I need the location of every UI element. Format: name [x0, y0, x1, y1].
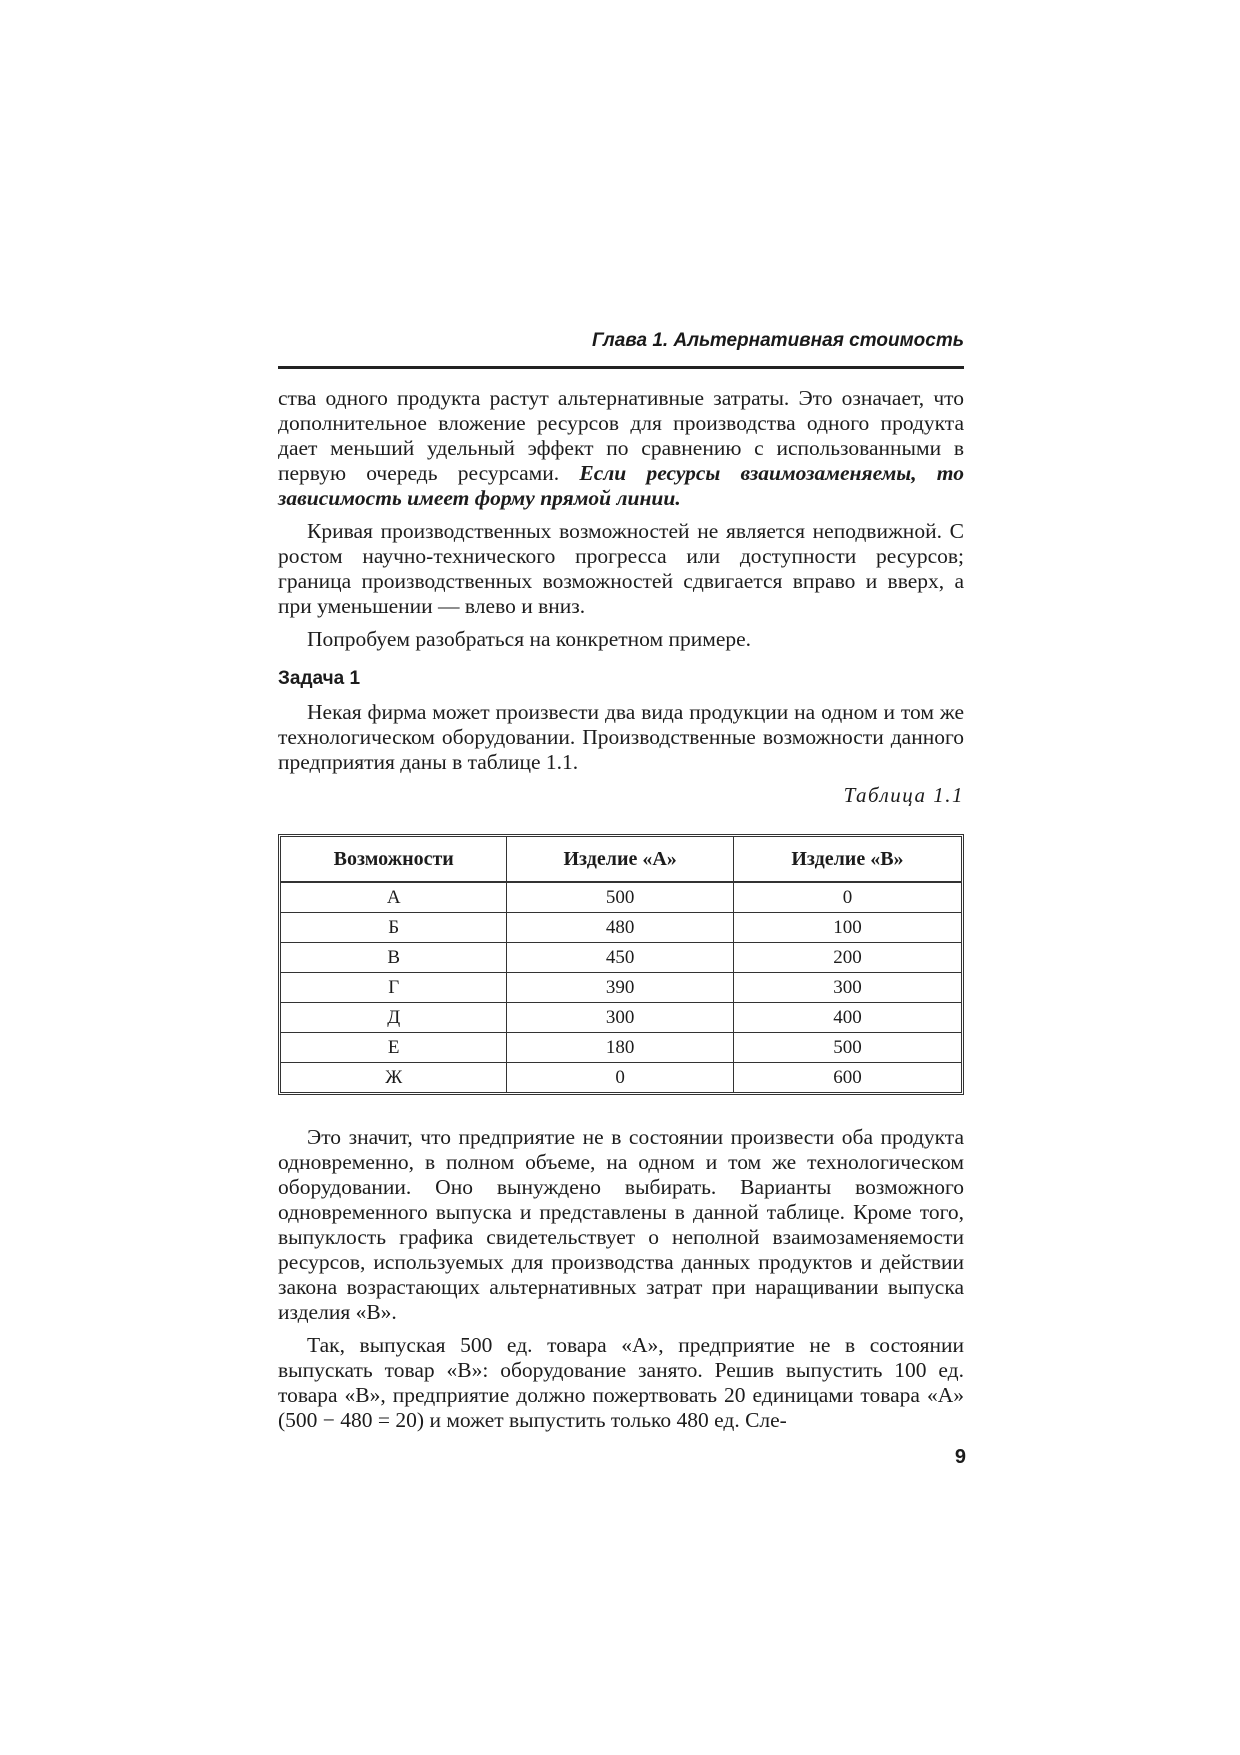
- paragraph-3: Попробуем разобраться на конкретном примере.: [307, 627, 752, 651]
- table-row: [281, 883, 961, 913]
- table-cell: Г: [281, 973, 507, 1003]
- page-content: [278, 386, 964, 1441]
- table-cell: 0: [734, 883, 961, 913]
- table-row: [281, 973, 961, 1003]
- table-cell: 500: [734, 1033, 961, 1063]
- table-row: [281, 1033, 961, 1063]
- running-header: [278, 330, 964, 369]
- table-cell: 300: [507, 1003, 733, 1033]
- table-header-row: [281, 837, 961, 883]
- table-row: [281, 1003, 961, 1033]
- paragraph-2: Кривая производственных возможностей не является неподвижной. С ростом научно-технического прогресса или доступности ресурсов; граница производственных возможностей сдвигается вправо и вверх, а при уменьшении — влево и вниз.: [278, 519, 964, 618]
- table-cell: Б: [281, 913, 507, 943]
- table-row: [281, 1063, 961, 1092]
- table-cell: 450: [507, 943, 733, 973]
- table-caption: Таблица 1.1: [843, 783, 964, 807]
- chapter-title: Глава 1. Альтернативная стоимость: [591, 330, 964, 351]
- table-header-cell: Изделие «А»: [507, 837, 733, 883]
- paragraph-4: Это значит, что предприятие не в состоянии произвести оба продукта одновременно, в полном объеме, на одном и том же технологическом оборудовании. Оно вынуждено выбирать. Варианты возможного одновременного выпуска и представлены в данной таблице. Кроме того, выпуклость графика свидетельствует о неполной взаимозаменяемости ресурсов, используемых для производства данных продуктов и действии закона возрастающих альтернативных затрат при наращивании выпуска изделия «В».: [278, 1125, 964, 1324]
- table-cell: 100: [734, 913, 961, 943]
- table-cell: 180: [507, 1033, 733, 1063]
- task-heading: Задача 1: [278, 668, 361, 689]
- table-cell: 300: [734, 973, 961, 1003]
- table-cell: Е: [281, 1033, 507, 1063]
- table-header-cell: Возможности: [281, 837, 507, 883]
- table-cell: 480: [507, 913, 733, 943]
- table-row: [281, 943, 961, 973]
- table-cell: Ж: [281, 1063, 507, 1092]
- table-cell: А: [281, 883, 507, 913]
- page-number: 9: [954, 1446, 966, 1468]
- paragraph-1-emphasis: Если ресурсы взаимозаменяемы, то зависимость имеет форму прямой линии.: [278, 461, 964, 510]
- table-cell: 600: [833, 1067, 862, 1088]
- table-cell: 400: [734, 1003, 961, 1033]
- paragraph-1: [278, 386, 964, 511]
- production-possibilities-table: [278, 834, 964, 1095]
- table-row: [281, 913, 961, 943]
- table-cell: Д: [281, 1003, 507, 1033]
- table-cell: 0: [507, 1063, 733, 1092]
- paragraph-1-text: ства одного продукта растут альтернативные затраты. Это означает, что дополнительное вложение ресурсов для производства одного продукта дает меньший удельный эффект по сравнению с использованными в первую очередь ресурсами.: [278, 386, 964, 485]
- task-intro: Некая фирма может произвести два вида продукции на одном и том же технологическом оборудовании. Производственные возможности данного предприятия даны в таблице 1.1.: [278, 700, 964, 774]
- table-cell: В: [281, 943, 507, 973]
- table-cell: 500: [507, 883, 733, 913]
- table-cell: 390: [507, 973, 733, 1003]
- paragraph-5: Так, выпуская 500 ед. товара «А», предприятие не в состоянии выпускать товар «В»: оборудование занято. Решив выпустить 100 ед. товара «В», предприятие должно пожертвовать 20 единицами товара «А» (500 − 480 = 20) и может выпустить только 480 ед. Сле-: [278, 1333, 964, 1432]
- table-cell: 200: [734, 943, 961, 973]
- table-header-cell: Изделие «В»: [734, 837, 961, 883]
